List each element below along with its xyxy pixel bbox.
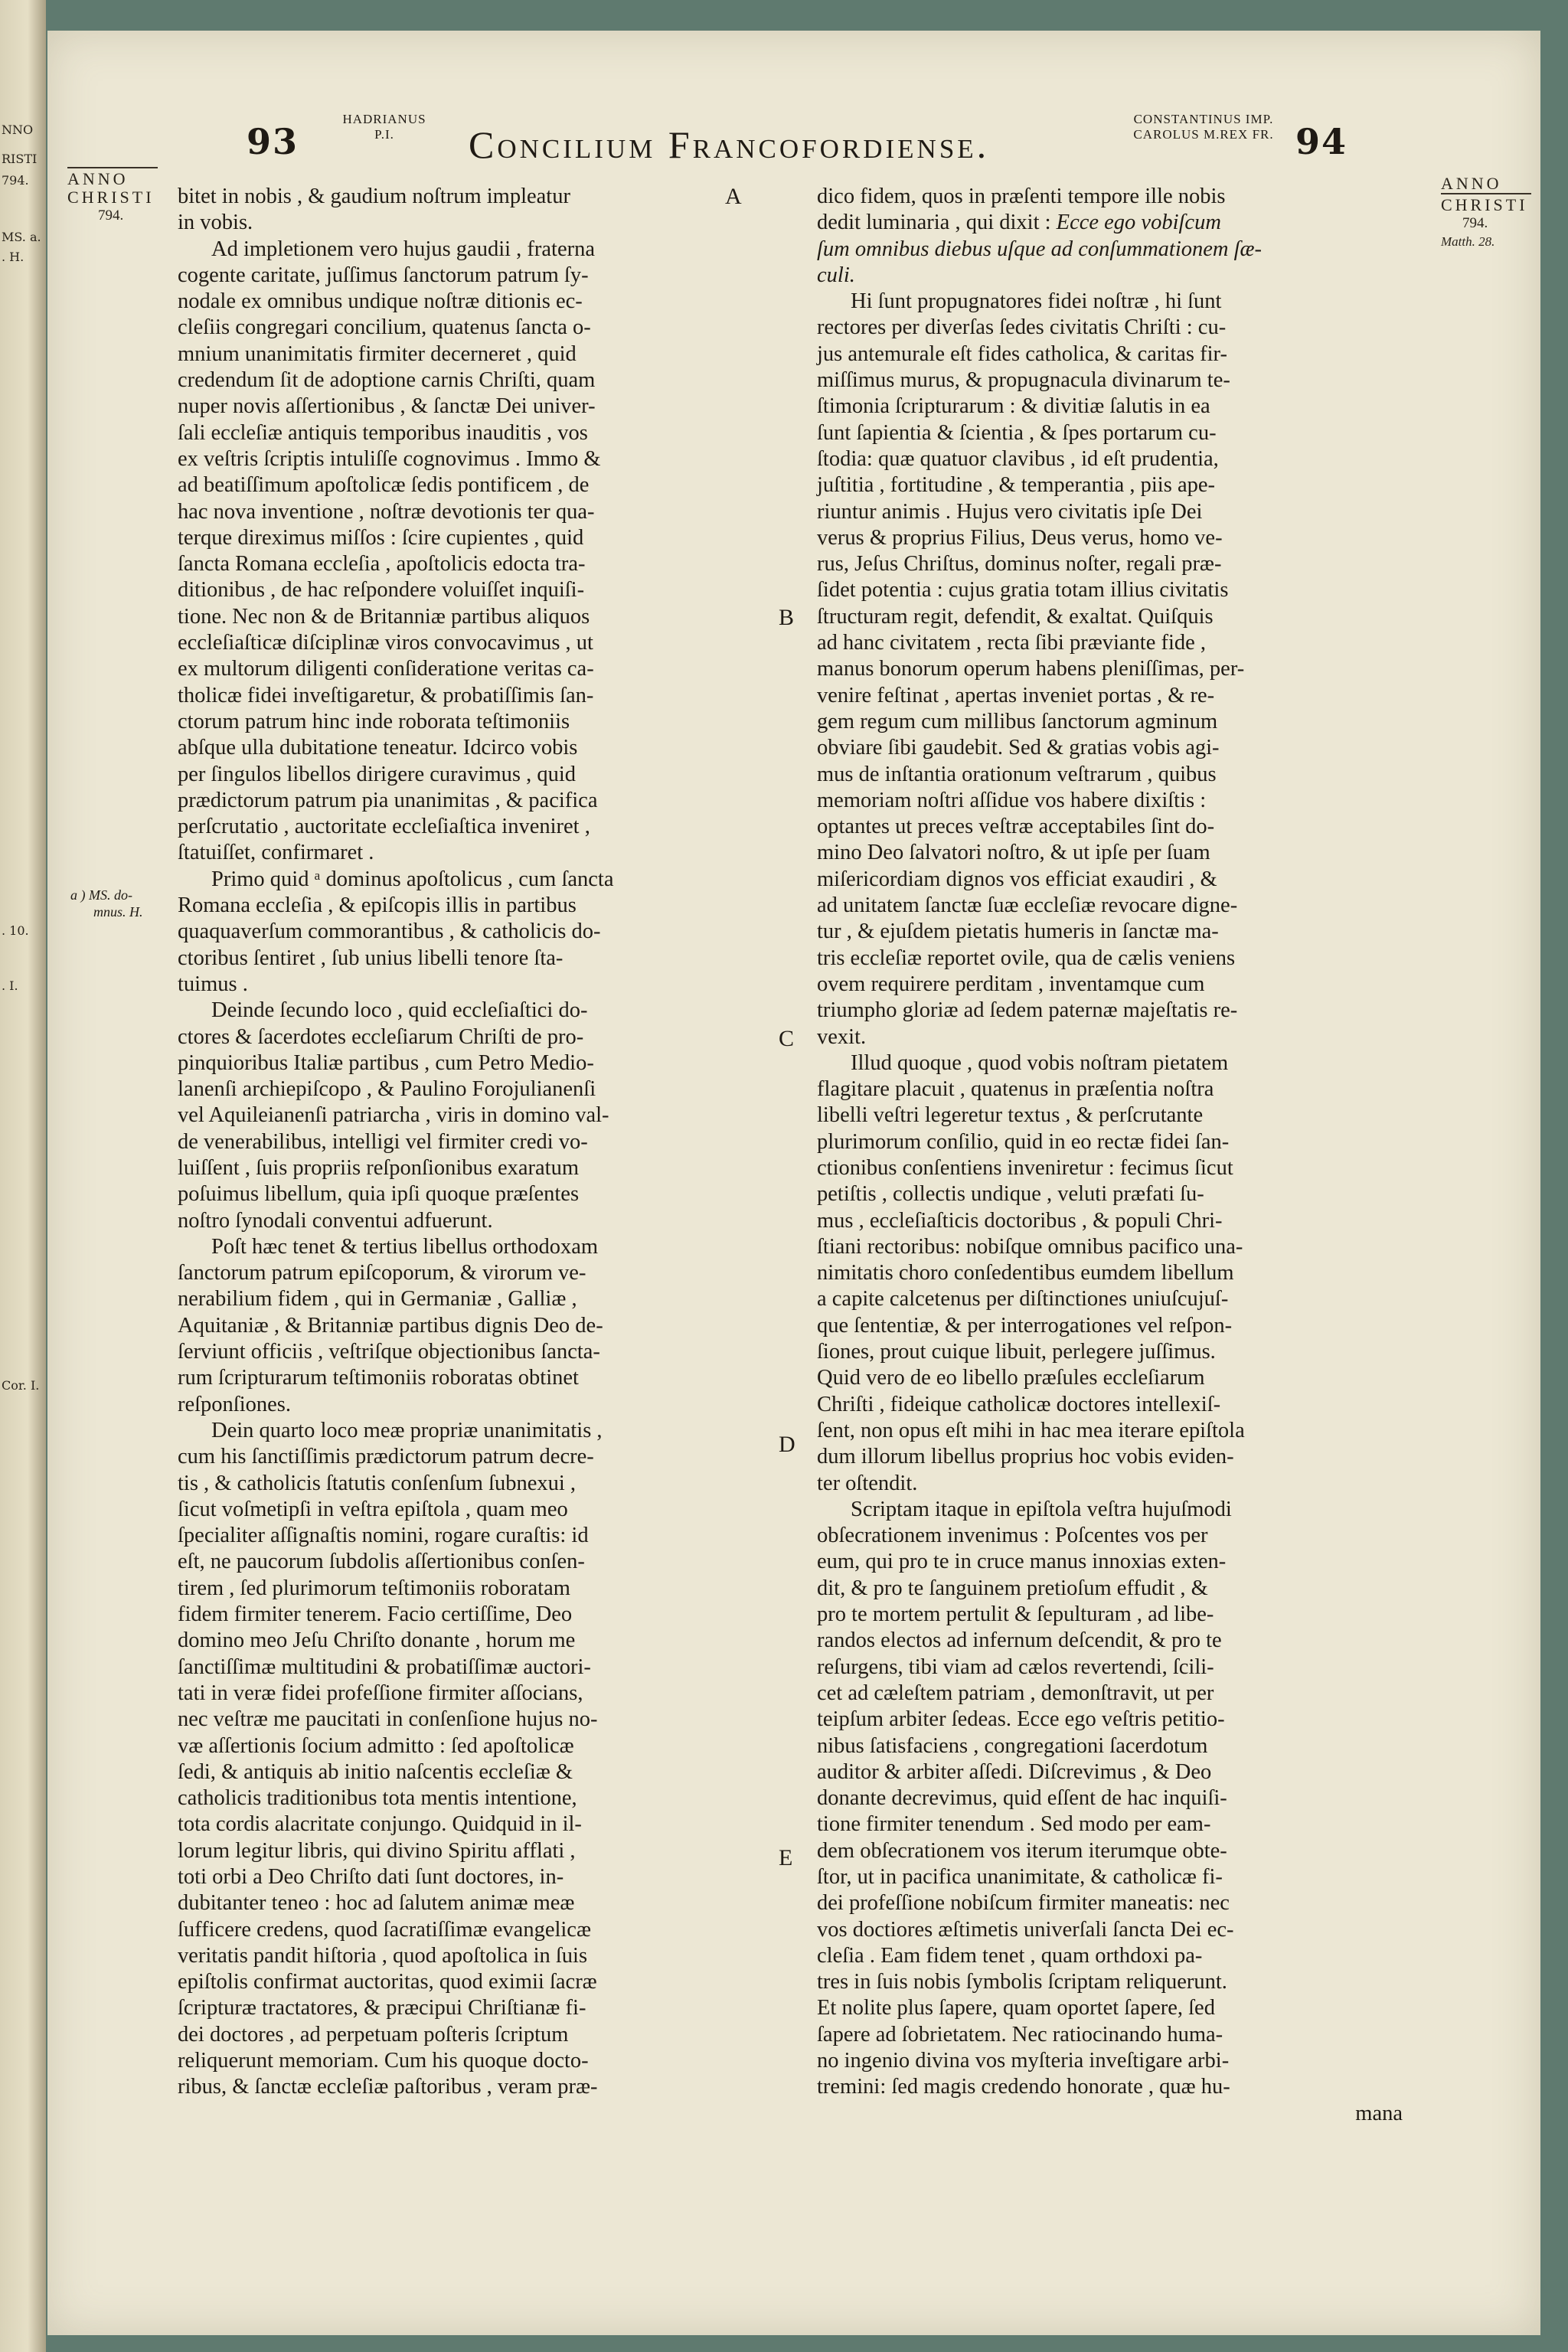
text-line: cet ad cæleſtem patriam , demonſtravit, ut per	[817, 1681, 1214, 1705]
text-line: tur , & ejuſdem pietatis humeris in ſanctæ ma-	[817, 920, 1219, 944]
text-line: dit, & pro te ſanguinem pretioſum effudit , &	[817, 1576, 1208, 1600]
running-head-right	[1119, 112, 1288, 142]
text-span: dedit luminaria , qui dixit :	[817, 211, 1051, 235]
text-line: ſanctorum patrum epiſcoporum, & virorum ve-	[178, 1261, 586, 1285]
text-line: reſponſiones.	[178, 1392, 292, 1416]
text-line: tremini: ſed magis credendo honorate , quæ hu-	[817, 2075, 1230, 2099]
text-line: nec veſtræ me paucitati in conſenſione hujus no-	[178, 1707, 598, 1732]
anno-rule	[67, 167, 158, 168]
text-line: eccleſiaſticæ diſciplinæ viros convocavimus , ut	[178, 631, 593, 655]
christi-label: CHRISTI	[67, 188, 155, 207]
margin-note-marker: a ) MS. do-	[70, 887, 132, 903]
previous-page-edge	[0, 0, 46, 2352]
margin-note	[70, 887, 162, 920]
text-line: mus de inſtantia orationum veſtrarum , quibus	[817, 762, 1217, 786]
anno-christi-right	[1441, 175, 1540, 251]
running-header	[101, 107, 1464, 191]
text-line: Romana eccleſia , & epiſcopis illis in partibus	[178, 893, 577, 918]
text-line: hac nova inventione , noſtræ devotionis ter qua-	[178, 499, 595, 524]
text-line: ſtructuram regit, defendit, & exaltat. Quiſquis	[817, 604, 1214, 629]
text-line: cleſia . Eam fidem tenet , quam orthdoxi pa-	[817, 1943, 1203, 1968]
text-line: auditor & arbiter aſſedi. Diſcrevimus , & Deo	[817, 1759, 1212, 1784]
text-line: juſtitia , fortitudine , & temperantia , piis ape-	[817, 473, 1215, 498]
text-line: vel Aquileianenſi patriarcha , viris in domino val-	[178, 1103, 609, 1128]
page-number-right: 94	[1295, 121, 1348, 162]
text-line: rum ſcripturarum teſtimoniis roboratas obtinet	[178, 1366, 579, 1390]
text-line: ſerviunt officiis , veſtriſque objectionibus ſancta-	[178, 1340, 600, 1364]
text-line: tirem , ſed plurimorum teſtimoniis roboratam	[178, 1576, 570, 1600]
text-line: Illud quoque , quod vobis noſtram pietatem	[851, 1050, 1229, 1075]
text-line: nimitatis choro conſedentibus eumdem libellum	[817, 1261, 1234, 1285]
text-line: obſecrationem invenimus : Poſcentes vos per	[817, 1524, 1208, 1548]
text-line: in vobis.	[178, 211, 253, 235]
edge-fragment: . 10.	[2, 923, 29, 938]
running-head-left	[331, 112, 438, 142]
text-line: que ſententiæ, & per interrogationes vel reſpon-	[817, 1313, 1233, 1338]
text-line: mnium unanimitatis firmiter decerneret , quid	[178, 341, 577, 366]
text-line: abſque ulla dubitatione teneatur. Idcirco vobis	[178, 736, 578, 760]
text-line: tholicæ fidei inveſtigaretur, & probatiſſimis ſan-	[178, 683, 594, 707]
text-line: optantes ut preces veſtræ acceptabiles ſint do-	[817, 815, 1215, 839]
text-line: ctorum patrum hinc inde roborata teſtimoniis	[178, 709, 570, 733]
text-line: perſcrutatio , auctoritate eccleſiaſtica inveniret ,	[178, 815, 590, 839]
text-line: luiſſent , ſuis propriis reſponſionibus exaratum	[178, 1155, 580, 1180]
edge-fragment: 794.	[2, 173, 29, 188]
text-line: toti orbi a Deo Chriſto dati ſunt doctores, in-	[178, 1865, 564, 1889]
text-line: ſtimonia ſcripturarum : & divitiæ ſalutis in ea	[817, 394, 1210, 419]
text-line: mus , eccleſiaſticis doctoribus , & populi Chri-	[817, 1208, 1223, 1233]
text-line: ovem requirere perditam , inventamque cum	[817, 972, 1205, 996]
book-page	[47, 31, 1540, 2335]
text-line: nuper novis aſſertionibus , & ſanctæ Dei univer-	[178, 394, 596, 419]
scripture-quote: culi.	[817, 263, 855, 287]
text-line: donante decrevimus, quid eſſent de hac inquiſi-	[817, 1786, 1227, 1811]
running-head-left-top: HADRIANUS	[342, 112, 426, 126]
anno-christi-left	[67, 167, 175, 225]
text-line: dum illorum libellus proprius hoc vobis eviden-	[817, 1445, 1234, 1469]
edge-fragment: MS. a.	[2, 230, 41, 244]
text-line: dubitanter teneo : hoc ad ſalutem animæ meæ	[178, 1891, 575, 1916]
text-line: bitet in nobis , & gaudium noſtrum impleatur	[178, 185, 570, 208]
text-line: Quid vero de eo libello præſules eccleſiarum	[817, 1366, 1205, 1390]
text-line: verus & proprius Filius, Deus verus, homo ve-	[817, 525, 1223, 550]
text-line: ſtiani rectoribus: nobiſque omnibus pacifico una-	[817, 1234, 1243, 1259]
text-line: dei profeſſione nobiſcum firmiter maneatis: nec	[817, 1891, 1230, 1916]
text-line: memoriam noſtri aſſidue vos habere dixiſtis :	[817, 788, 1207, 812]
scripture-quote: ſum omnibus diebus uſque ad conſummationem ſæ-	[817, 237, 1263, 261]
text-line: eum, qui pro te in cruce manus innoxias exten-	[817, 1550, 1227, 1574]
text-line: ditionibus , de hac reſpondere voluiſſet inquiſi-	[178, 578, 585, 603]
anno-rule	[1441, 193, 1531, 194]
text-line: catholicis traditionibus tota mentis intentione,	[178, 1786, 577, 1811]
text-line: cogente caritate, juſſimus ſanctorum patrum ſy-	[178, 263, 589, 287]
text-line: Primo quid ᵃ dominus apoſtolicus , cum ſancta	[211, 867, 614, 891]
text-line: ctionibus conſentiens inveniretur : fecimus ſicut	[817, 1155, 1233, 1180]
text-line: plurimorum conſilio, quid in eo rectæ fidei ſan-	[817, 1129, 1230, 1154]
text-line: reſurgens, tibi viam ad cælos revertendi, ſcili-	[817, 1655, 1214, 1679]
section-letter-a: A	[725, 184, 742, 209]
year-label: 794.	[98, 207, 124, 224]
section-letter-c: C	[779, 1026, 795, 1051]
running-head-left-bottom: P.I.	[374, 127, 394, 142]
text-line: tione. Nec non & de Britanniæ partibus aliquos	[178, 604, 590, 629]
scripture-quote: Ecce ego vobiſcum	[1056, 211, 1221, 235]
text-line: ctoribus ſentiret , ſub unius libelli tenore ſta-	[178, 946, 564, 970]
text-line	[817, 210, 1433, 236]
text-line: ad hanc civitatem , recta ſibi præviante fide ,	[817, 631, 1207, 655]
edge-fragment: RISTI	[2, 152, 38, 166]
text-line: teipſum arbiter ſedeas. Ecce ego veſtris petitio-	[817, 1707, 1225, 1732]
text-line: vexit.	[817, 1024, 867, 1049]
text-line: ſent, non opus eſt mihi in hac mea iterare epiſtola	[817, 1418, 1245, 1442]
text-line: nodale ex omnibus undique noſtræ ditionis ec-	[178, 289, 583, 314]
edge-fragment: . H.	[2, 250, 24, 264]
text-line: noſtro ſynodali conventui adfuerunt.	[178, 1208, 493, 1233]
text-line: ſtor, ut in pacifica unanimitate, & catholicæ fi-	[817, 1865, 1223, 1889]
text-line: Poſt hæc tenet & tertius libellus orthodoxam	[211, 1234, 599, 1259]
text-line: Ad impletionem vero hujus gaudii , fraterna	[211, 237, 595, 261]
text-line: riuntur animis . Hujus vero civitatis ipſe Dei	[817, 499, 1203, 524]
text-line: pinquioribus Italiæ partibus , cum Petro Medio-	[178, 1050, 594, 1075]
text-line: ſiones, prout cuique libuit, perlegere juſſimus.	[817, 1340, 1216, 1364]
text-line: petiſtis , collectis undique , veluti præfati ſu-	[817, 1182, 1204, 1207]
text-line: no ingenio divina vos myſteria inveſtigare arbi-	[817, 2049, 1230, 2073]
text-line: tota cordis alacritate conjungo. Quidquid in il-	[178, 1812, 582, 1837]
text-line: reliquerunt memoriam. Cum his quoque docto-	[178, 2049, 589, 2073]
text-line: randos electos ad infernum deſcendit, & pro te	[817, 1628, 1222, 1653]
anno-label: ANNO	[67, 169, 129, 188]
text-line: de venerabilibus, intelligi vel firmiter credi vo-	[178, 1129, 588, 1154]
catchword: mana	[1355, 2101, 1403, 2125]
section-letter-d: D	[779, 1432, 795, 1457]
text-line: libelli veſtri legeretur textus , & perſcrutante	[817, 1103, 1204, 1128]
text-line: Scriptam itaque in epiſtola veſtra hujuſmodi	[851, 1497, 1232, 1521]
text-line: lorum legitur libris, qui divino Spiritu afflati ,	[178, 1838, 576, 1863]
text-line: venire feſtinat , apertas inveniet portas , & re-	[817, 683, 1215, 707]
text-line: a capite calcetenus per diſtinctiones uniuſcujuſ-	[817, 1287, 1229, 1312]
text-line: miſericordiam dignos vos efficiat exaudiri , &	[817, 867, 1217, 891]
text-line: ter oſtendit.	[817, 1471, 918, 1495]
text-line: tione firmiter tenendum . Sed modo per eam-	[817, 1812, 1211, 1837]
text-line: ſufficere credens, quod ſacratiſſimæ evangelicæ	[178, 1917, 591, 1942]
text-line: væ aſſertionis ſocium admitto : ſed apoſtolicæ	[178, 1733, 574, 1758]
text-column-right	[817, 184, 1433, 2127]
text-line: ribus, & ſanctæ eccleſiæ paſtoribus , veram præ-	[178, 2075, 598, 2099]
text-line: flagitare placuit , quatenus in præſentia noſtra	[817, 1077, 1214, 1102]
text-line: Chriſti , fideique catholicæ doctores intellexiſ-	[817, 1392, 1221, 1416]
text-line: ſidet potentia : cujus gratia totam illius civitatis	[817, 578, 1229, 603]
text-line: ex veſtris ſcriptis intuliſſe cognovimus . Immo &	[178, 446, 601, 471]
text-line: ſancta Romana eccleſia , apoſtolicis edocta tra-	[178, 552, 586, 577]
text-line: poſuimus libellum, quia ipſi quoque præſentes	[178, 1182, 580, 1207]
text-line: Aquitaniæ , & Britanniæ partibus dignis Deo de-	[178, 1313, 603, 1338]
text-line: tis , & catholicis ſtatutis conſenſum ſubnexui ,	[178, 1471, 577, 1495]
text-line: rectores per diverſas ſedes civitatis Chriſti : cu-	[817, 315, 1227, 340]
text-line: Deinde ſecundo loco , quid eccleſiaſtici do-	[211, 998, 588, 1023]
section-letter-e: E	[779, 1845, 793, 1870]
text-line: ſapere ad ſobrietatem. Nec ratiocinando huma-	[817, 2022, 1223, 2047]
margin-note-text: mnus. H.	[93, 904, 143, 920]
text-line: mino Deo ſalvatori noſtro, & ut ipſe per ſuam	[817, 841, 1210, 865]
text-line: dico fidem, quos in præſenti tempore ille nobis	[817, 185, 1226, 208]
text-line: ſanctiſſimæ multitudini & probatiſſimæ auctori-	[178, 1655, 591, 1679]
text-line: per ſingulos libellos dirigere curavimus , quid	[178, 762, 577, 786]
text-line: Et nolite plus ſapere, quam oportet ſapere, ſed	[817, 1996, 1215, 2020]
text-line: tris eccleſiæ reportet ovile, qua de cælis veniens	[817, 946, 1236, 970]
text-line: ſedi, & antiquis ab initio naſcentis eccleſiæ &	[178, 1759, 573, 1784]
text-line: rus, Jeſus Chriſtus, dominus noſter, regali præ-	[817, 552, 1222, 577]
text-line: nerabilium fidem , qui in Germaniæ , Galliæ ,	[178, 1287, 577, 1312]
right-column-body	[817, 289, 1433, 2100]
text-line: triumpho gloriæ ad ſedem paternæ majeſtatis re-	[817, 998, 1238, 1023]
text-line: ſpecialiter aſſignaſtis nomini, rogare curaſtis: id	[178, 1524, 589, 1548]
edge-fragment: NNO	[2, 122, 34, 137]
text-line: dem obſecrationem vos iterum iterumque obte-	[817, 1838, 1227, 1863]
text-line: ad beatiſſimum apoſtolicæ ſedis pontificem , de	[178, 473, 590, 498]
text-line: ſtatuiſſet, confirmaret .	[178, 841, 374, 865]
text-line: jus antemurale eſt fides catholica, & caritas fir-	[817, 341, 1227, 366]
running-head-right-top: CONSTANTINUS IMP.	[1133, 112, 1274, 126]
text-line: miſſimus murus, & propugnacula divinarum te-	[817, 368, 1230, 393]
text-line: eſt, ne paucorum ſubdolis aſſertionibus conſen-	[178, 1550, 585, 1574]
text-line: domino meo Jeſu Chriſto donante , horum me	[178, 1628, 576, 1653]
christi-label: CHRISTI	[1441, 195, 1528, 214]
text-line: fidem firmiter tenerem. Facio certiſſime, Deo	[178, 1602, 573, 1627]
text-line: cleſiis congregari concilium, quatenus ſancta o-	[178, 315, 591, 340]
text-line: credendum ſit de adoptione carnis Chriſti, quam	[178, 368, 596, 393]
text-line: cum his ſanctiſſimis prædictorum patrum decre-	[178, 1445, 594, 1469]
text-column-left	[178, 184, 782, 2101]
text-line: ex multorum diligenti conſideratione veritas ca-	[178, 657, 594, 681]
text-line: vos doctiores æſtimetis univerſali ſancta Dei ec-	[817, 1917, 1234, 1942]
text-line: tati in veræ fidei profeſſione firmiter aſſocians,	[178, 1681, 583, 1705]
text-line: dei doctores , ad perpetuam poſteris ſcriptum	[178, 2022, 569, 2047]
text-line: gem regum cum millibus ſanctorum agminum	[817, 709, 1218, 733]
text-line: obviare ſibi gaudebit. Sed & gratias vobis agi-	[817, 736, 1220, 760]
text-line: terque direximus miſſos : ſcire cupientes , quid	[178, 525, 584, 550]
scripture-reference: Matth. 28.	[1441, 234, 1495, 249]
text-line: epiſtolis confirmat auctoritas, quod eximii ſacræ	[178, 1970, 597, 1994]
text-line: prædictorum patrum pia unanimitas , & pacifica	[178, 788, 598, 812]
text-line: ſali eccleſiæ antiquis temporibus inauditis , vos	[178, 420, 588, 445]
text-line: ctores & ſacerdotes eccleſiarum Chriſti de pro-	[178, 1024, 584, 1049]
anno-label: ANNO	[1441, 174, 1502, 193]
text-line: tuimus .	[178, 972, 248, 996]
text-line: Dein quarto loco meæ propriæ unanimitatis ,	[211, 1418, 603, 1442]
text-line: ſtodia: quæ quatuor clavibus , id eſt prudentia,	[817, 446, 1219, 471]
edge-fragment: . I.	[2, 978, 18, 993]
text-line: nibus ſatisfaciens , congregationi ſacerdotum	[817, 1733, 1208, 1758]
text-line: manus bonorum operum habens pleniſſimas, per-	[817, 657, 1245, 681]
text-line: ſcripturæ tractatores, & præcipui Chriſtianæ fi-	[178, 1996, 586, 2020]
text-line: veritatis pandit hiſtoria , quod apoſtolica in ſuis	[178, 1943, 588, 1968]
running-head-right-bottom: CAROLUS M.REX FR.	[1133, 127, 1274, 142]
year-label: 794.	[1462, 215, 1488, 231]
text-line: ad unitatem ſanctæ ſuæ eccleſiæ revocare digne-	[817, 893, 1238, 918]
page-title: Concilium Francofordiense.	[469, 123, 990, 166]
section-letter-b: B	[779, 605, 795, 630]
edge-fragment: Cor. I.	[2, 1378, 40, 1393]
text-line: pro te mortem pertulit & ſepulturam , ad libe-	[817, 1602, 1214, 1627]
text-line: ſunt ſapientia & ſcientia , & ſpes portarum cu-	[817, 420, 1217, 445]
text-line: lanenſi archiepiſcopo , & Paulino Forojulianenſi	[178, 1077, 596, 1102]
page-number-left: 93	[247, 121, 299, 162]
text-line: tres in ſuis nobis ſymbolis ſcriptam reliquerunt.	[817, 1970, 1227, 1994]
text-line: Hi ſunt propugnatores fidei noſtræ , hi ſunt	[851, 289, 1222, 314]
text-line: quaquaverſum commorantibus , & catholicis do-	[178, 920, 601, 944]
text-line: ſicut voſmetipſi in veſtra epiſtola , quam meo	[178, 1497, 568, 1521]
